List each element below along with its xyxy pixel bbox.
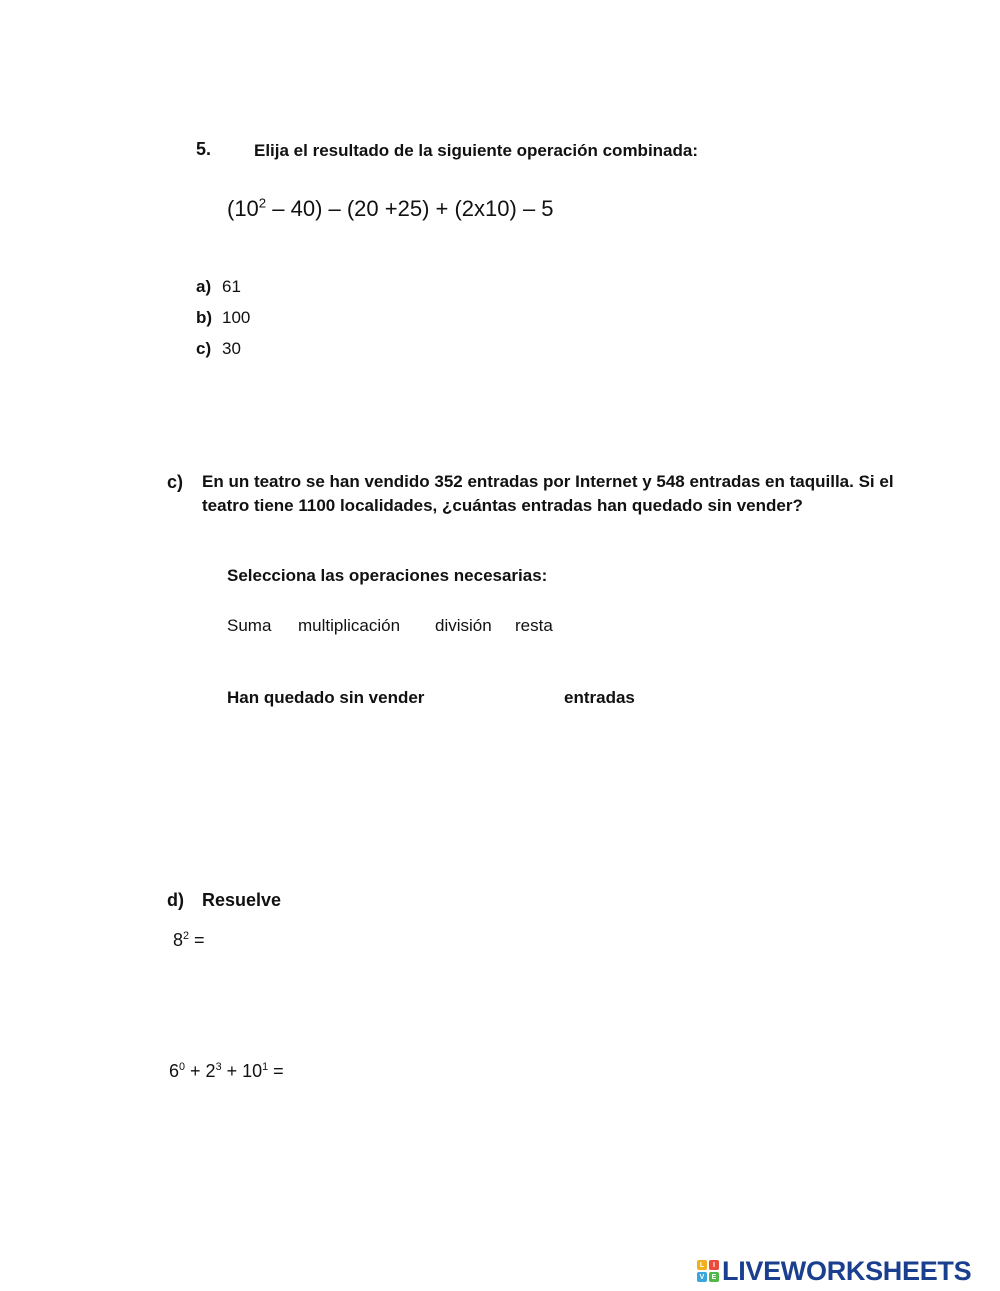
logo-tile: V xyxy=(697,1272,707,1282)
expression-exponent: 2 xyxy=(258,195,267,211)
question-c-text: En un teatro se han vendido 352 entradas por Internet y 548 entradas en taquilla. Si el teatro tiene 1100 localidades, ¿cuántas entradas han quedado sin vender? xyxy=(202,472,894,515)
option-a[interactable] xyxy=(196,277,241,297)
exercise-2-plus-1: + xyxy=(185,1061,206,1081)
unsold-tickets-input[interactable] xyxy=(440,682,562,712)
exercise-2-base-1: 6 xyxy=(169,1061,180,1081)
option-value: 30 xyxy=(222,339,241,358)
option-letter: b) xyxy=(196,308,213,327)
answer-unit: entradas xyxy=(564,688,635,707)
option-letter: a) xyxy=(196,277,212,296)
exercise-2-exponent-3: 1 xyxy=(262,1061,269,1073)
exercise-1-base: 8 xyxy=(173,930,184,950)
exercise-2-base-3: 10 xyxy=(242,1061,263,1081)
exercise-1-exponent: 2 xyxy=(183,930,190,942)
logo-tile: I xyxy=(709,1260,719,1270)
liveworksheets-logo xyxy=(697,1255,971,1287)
exercise-2-plus-2: + xyxy=(221,1061,243,1081)
expression-part-2: – 40) – (20 +25) + (2x10) – 5 xyxy=(266,196,554,221)
expression-part-1: (10 xyxy=(227,196,259,221)
question-c-letter: c) xyxy=(167,472,184,492)
operations-title: Selecciona las operaciones necesarias: xyxy=(227,566,548,585)
answer-label: Han quedado sin vender xyxy=(227,688,425,707)
operation-suma[interactable]: Suma xyxy=(227,616,272,635)
option-b[interactable] xyxy=(196,308,250,328)
operation-resta[interactable]: resta xyxy=(515,616,553,635)
exercise-2-exponent-1: 0 xyxy=(179,1061,186,1073)
option-c[interactable] xyxy=(196,339,241,359)
exercise-2-expression xyxy=(169,1061,284,1082)
option-letter: c) xyxy=(196,339,212,358)
exercise-2-exponent-2: 3 xyxy=(215,1061,222,1073)
logo-tile: L xyxy=(697,1260,707,1270)
operation-multiplicacion[interactable]: multiplicación xyxy=(298,616,401,635)
logo-text: LIVEWORKSHEETS xyxy=(722,1255,972,1286)
question-d-title: Resuelve xyxy=(202,890,282,910)
exercise-2-equals: = xyxy=(268,1061,284,1081)
question-5-prompt: Elija el resultado de la siguiente operación combinada: xyxy=(254,141,699,160)
exercise-1-answer-input[interactable] xyxy=(215,926,359,954)
exercise-2-base-2: 2 xyxy=(205,1061,216,1081)
exercise-1-expression xyxy=(173,930,205,951)
combined-operation-expression xyxy=(227,196,554,222)
question-5-number: 5. xyxy=(196,139,212,159)
operation-division[interactable]: división xyxy=(435,616,492,635)
option-value: 100 xyxy=(222,308,251,327)
option-value: 61 xyxy=(222,277,241,296)
logo-tile: E xyxy=(709,1272,719,1282)
exercise-2-answer-input[interactable] xyxy=(302,1057,446,1085)
exercise-1-equals: = xyxy=(189,930,205,950)
logo-tiles-icon xyxy=(697,1260,719,1282)
question-d-letter: d) xyxy=(167,890,184,910)
